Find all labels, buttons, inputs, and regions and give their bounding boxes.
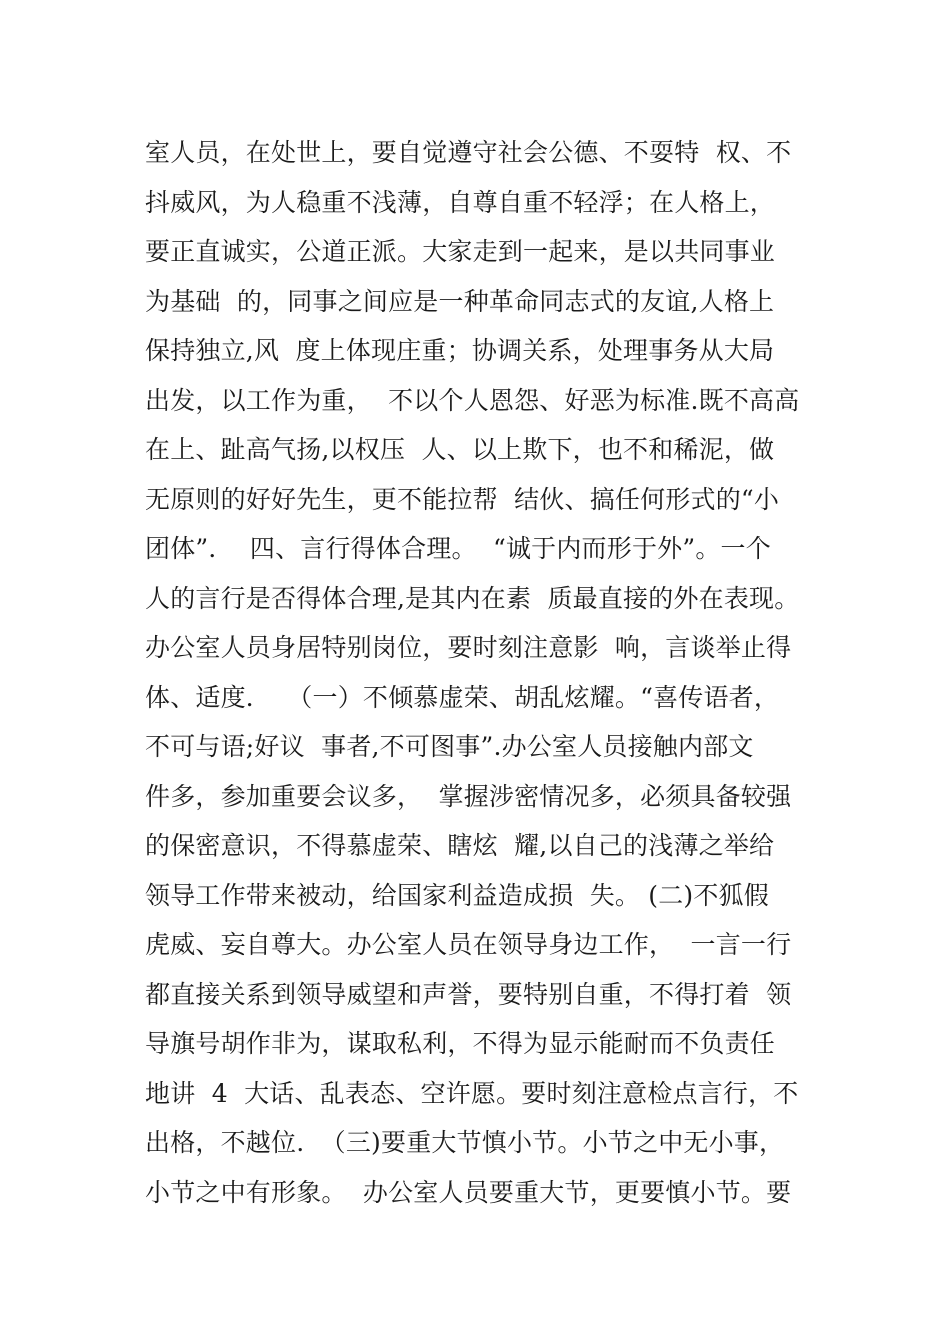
text-line: 导旗号胡作非为，谋取私利，不得为显示能耐而不负责任	[145, 1029, 776, 1058]
text-line: 在上、趾高气扬,以权压 人、以上欺下，也不和稀泥，做	[145, 435, 775, 464]
text-line: 件多，参加重要会议多， 掌握涉密情况多，必须具备较强	[145, 781, 792, 811]
text-line: 人的言行是否得体合理,是其内在素 质最直接的外在表现。	[145, 583, 800, 613]
text-line: 领导工作带来被动，给国家利益造成损 失。 (二)不狐假	[145, 880, 769, 910]
text-line: 团体”． 四、言行得体合理。 “诚于内而形于外”。一个	[145, 534, 771, 563]
body-text	[145, 128, 845, 1217]
text-line: 虎威、妄自尊大。办公室人员在领导身边工作， 一言一行	[145, 930, 792, 959]
text-line: 办公室人员身居特别岗位，要时刻注意影 响，言谈举止得	[145, 633, 792, 662]
text-line: 地讲 4 大话、乱表态、空许愿。要时刻注意检点言行，不	[145, 1078, 799, 1108]
text-line: 都直接关系到领导威望和声誉，要特别自重，不得打着 领	[145, 979, 792, 1009]
text-line: 抖威风，为人稳重不浅薄，自尊自重不轻浮；在人格上，	[145, 187, 776, 217]
text-line: 为基础 的，同事之间应是一种革命同志式的友谊,人格上	[145, 286, 775, 316]
text-line: 保持独立,风 度上体现庄重；协调关系，处理事务从大局	[145, 336, 775, 365]
text-line: 小节之中有形象。 办公室人员要重大节，更要慎小节。要	[145, 1177, 792, 1207]
text-line: 出格，不越位. （三)要重大节慎小节。小节之中无小事，	[145, 1128, 785, 1157]
text-line: 无原则的好好先生，更不能拉帮 结伙、搞任何形式的“小	[145, 484, 780, 514]
text-line: 要正直诚实，公道正派。大家走到一起来，是以共同事业	[145, 237, 776, 266]
text-line: 室人员，在处世上，要自觉遵守社会公德、不耍特 权、不	[145, 138, 792, 167]
text-line: 不可与语;好议 事者,不可图事”.办公室人员接触内部文	[145, 732, 754, 761]
text-line: 的保密意识，不得慕虚荣、瞎炫 耀,以自己的浅薄之举给	[145, 831, 775, 860]
text-line: 体、适度． （一）不倾慕虚荣、胡乱炫耀。“喜传语者，	[145, 682, 780, 712]
text-line: 出发，以工作为重， 不以个人恩怨、好恶为标准.既不高高	[145, 385, 800, 415]
